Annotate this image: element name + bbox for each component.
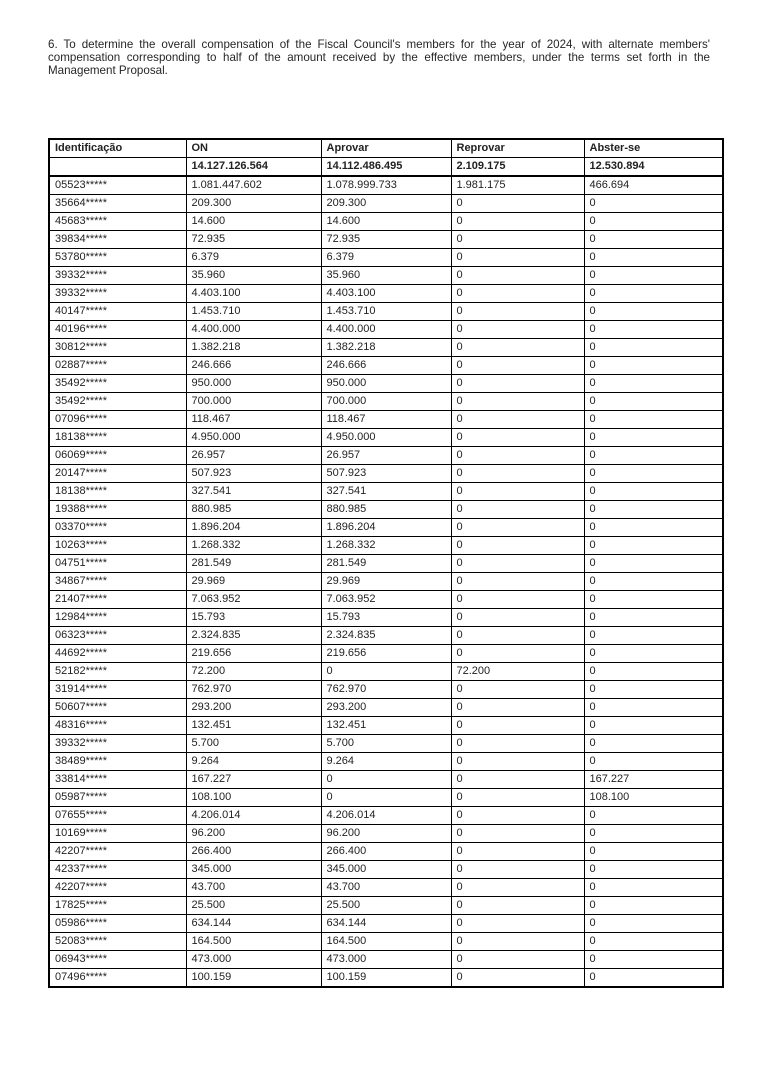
row-id-cell: 30812***** [49,339,186,357]
row-id-cell: 42207***** [49,843,186,861]
table-row [49,627,723,645]
column-header: Identificação [49,139,186,158]
row-value-cell: 72.935 [321,231,451,249]
column-header: ON [186,139,321,158]
row-id-cell: 18138***** [49,483,186,501]
row-value-cell: 0 [584,663,723,681]
row-value-cell: 0 [451,915,584,933]
table-row [49,375,723,393]
row-value-cell: 108.100 [186,789,321,807]
table-row [49,429,723,447]
row-value-cell: 507.923 [321,465,451,483]
table-row [49,681,723,699]
row-value-cell: 0 [451,483,584,501]
row-value-cell: 0 [451,825,584,843]
row-value-cell: 880.985 [186,501,321,519]
row-value-cell: 0 [451,609,584,627]
row-value-cell: 0 [451,933,584,951]
table-row [49,285,723,303]
row-value-cell: 0 [451,573,584,591]
row-value-cell: 132.451 [186,717,321,735]
row-value-cell: 0 [451,213,584,231]
column-header: Reprovar [451,139,584,158]
row-value-cell: 0 [584,249,723,267]
row-value-cell: 0 [451,897,584,915]
row-value-cell: 0 [451,411,584,429]
row-value-cell: 29.969 [186,573,321,591]
row-value-cell: 0 [451,879,584,897]
table-row [49,951,723,969]
row-value-cell: 167.227 [186,771,321,789]
table-row [49,483,723,501]
row-value-cell: 4.403.100 [186,285,321,303]
row-value-cell: 266.400 [186,843,321,861]
row-value-cell: 0 [451,645,584,663]
row-value-cell: 15.793 [186,609,321,627]
table-row [49,231,723,249]
row-value-cell: 5.700 [186,735,321,753]
table-row [49,771,723,789]
row-value-cell: 4.400.000 [321,321,451,339]
row-value-cell: 25.500 [321,897,451,915]
row-id-cell: 50607***** [49,699,186,717]
row-value-cell: 29.969 [321,573,451,591]
row-value-cell: 700.000 [186,393,321,411]
row-id-cell: 38489***** [49,753,186,771]
row-value-cell: 1.981.175 [451,176,584,195]
row-value-cell: 0 [584,537,723,555]
table-row [49,591,723,609]
row-value-cell: 293.200 [186,699,321,717]
row-id-cell: 07655***** [49,807,186,825]
header-row [49,139,723,158]
row-value-cell: 0 [584,879,723,897]
row-value-cell: 0 [584,573,723,591]
row-value-cell: 0 [584,681,723,699]
totals-value-cell: 14.127.126.564 [186,158,321,177]
row-value-cell: 0 [584,357,723,375]
row-id-cell: 18138***** [49,429,186,447]
row-value-cell: 26.957 [321,447,451,465]
row-value-cell: 118.467 [186,411,321,429]
row-value-cell: 700.000 [321,393,451,411]
row-value-cell: 0 [451,789,584,807]
row-value-cell: 209.300 [186,195,321,213]
table-row [49,303,723,321]
row-id-cell: 07096***** [49,411,186,429]
row-value-cell: 4.206.014 [186,807,321,825]
row-value-cell: 762.970 [186,681,321,699]
row-value-cell: 281.549 [321,555,451,573]
row-id-cell: 39332***** [49,735,186,753]
row-id-cell: 35664***** [49,195,186,213]
row-value-cell: 72.935 [186,231,321,249]
row-value-cell: 0 [584,843,723,861]
totals-value-cell: 12.530.894 [584,158,723,177]
row-value-cell: 246.666 [321,357,451,375]
row-value-cell: 293.200 [321,699,451,717]
row-value-cell: 72.200 [186,663,321,681]
row-value-cell: 26.957 [186,447,321,465]
row-value-cell: 327.541 [186,483,321,501]
row-id-cell: 53780***** [49,249,186,267]
row-value-cell: 1.382.218 [321,339,451,357]
row-id-cell: 33814***** [49,771,186,789]
row-value-cell: 0 [584,501,723,519]
row-value-cell: 209.300 [321,195,451,213]
row-value-cell: 0 [451,267,584,285]
row-value-cell: 473.000 [186,951,321,969]
row-value-cell: 9.264 [321,753,451,771]
row-value-cell: 0 [451,375,584,393]
table-row [49,969,723,988]
row-value-cell: 35.960 [186,267,321,285]
row-value-cell: 0 [451,519,584,537]
table-row [49,447,723,465]
row-value-cell: 0 [584,303,723,321]
row-value-cell: 0 [321,771,451,789]
table-row [49,465,723,483]
row-value-cell: 0 [584,825,723,843]
row-value-cell: 246.666 [186,357,321,375]
row-value-cell: 327.541 [321,483,451,501]
row-value-cell: 0 [584,969,723,988]
row-value-cell: 0 [584,735,723,753]
row-value-cell: 0 [584,213,723,231]
row-id-cell: 07496***** [49,969,186,988]
row-value-cell: 0 [451,303,584,321]
row-id-cell: 05987***** [49,789,186,807]
row-value-cell: 72.200 [451,663,584,681]
row-value-cell: 0 [451,735,584,753]
row-value-cell: 164.500 [186,933,321,951]
row-value-cell: 0 [451,195,584,213]
row-value-cell: 0 [451,627,584,645]
row-id-cell: 48316***** [49,717,186,735]
table-row [49,879,723,897]
row-value-cell: 132.451 [321,717,451,735]
row-value-cell: 5.700 [321,735,451,753]
row-value-cell: 0 [584,951,723,969]
table-row [49,195,723,213]
row-value-cell: 950.000 [186,375,321,393]
row-value-cell: 164.500 [321,933,451,951]
row-id-cell: 20147***** [49,465,186,483]
row-id-cell: 52083***** [49,933,186,951]
row-id-cell: 02887***** [49,357,186,375]
table-row [49,699,723,717]
row-value-cell: 0 [451,393,584,411]
table-row [49,861,723,879]
table-row [49,357,723,375]
row-value-cell: 1.268.332 [321,537,451,555]
row-id-cell: 17825***** [49,897,186,915]
row-value-cell: 0 [584,267,723,285]
row-value-cell: 0 [584,231,723,249]
row-value-cell: 7.063.952 [321,591,451,609]
row-value-cell: 4.950.000 [186,429,321,447]
row-value-cell: 266.400 [321,843,451,861]
row-value-cell: 0 [451,501,584,519]
row-value-cell: 0 [584,411,723,429]
totals-value-cell: 14.112.486.495 [321,158,451,177]
row-value-cell: 4.400.000 [186,321,321,339]
row-value-cell: 96.200 [321,825,451,843]
row-value-cell: 507.923 [186,465,321,483]
row-id-cell: 40196***** [49,321,186,339]
table-row [49,501,723,519]
table-row [49,807,723,825]
table-row [49,537,723,555]
row-id-cell: 21407***** [49,591,186,609]
row-value-cell: 0 [584,915,723,933]
table-row [49,411,723,429]
row-value-cell: 0 [584,699,723,717]
row-id-cell: 31914***** [49,681,186,699]
row-value-cell: 0 [584,933,723,951]
row-value-cell: 0 [584,321,723,339]
table-body [49,176,723,987]
row-id-cell: 39834***** [49,231,186,249]
row-value-cell: 1.078.999.733 [321,176,451,195]
row-value-cell: 0 [584,717,723,735]
row-id-cell: 12984***** [49,609,186,627]
row-value-cell: 2.324.835 [321,627,451,645]
row-value-cell: 4.950.000 [321,429,451,447]
row-id-cell: 06069***** [49,447,186,465]
row-value-cell: 0 [584,429,723,447]
row-value-cell: 14.600 [321,213,451,231]
row-id-cell: 35492***** [49,393,186,411]
row-value-cell: 0 [584,285,723,303]
row-value-cell: 345.000 [186,861,321,879]
row-value-cell: 1.382.218 [186,339,321,357]
row-value-cell: 0 [451,753,584,771]
voting-results-table [48,138,724,988]
row-value-cell: 1.081.447.602 [186,176,321,195]
row-value-cell: 0 [451,951,584,969]
intro-paragraph: 6. To determine the overall compensation of the Fiscal Council's members for the year of 2024, with alternate members' compensation corresponding to half of the amount received by the effective members, under the terms set forth in the Management Proposal. [48,38,710,77]
row-value-cell: 15.793 [321,609,451,627]
row-id-cell: 10169***** [49,825,186,843]
table-row [49,915,723,933]
row-value-cell: 0 [451,555,584,573]
row-value-cell: 0 [584,555,723,573]
row-id-cell: 39332***** [49,267,186,285]
row-id-cell: 06943***** [49,951,186,969]
table-row [49,176,723,195]
totals-value-cell: 2.109.175 [451,158,584,177]
row-id-cell: 10263***** [49,537,186,555]
row-value-cell: 100.159 [186,969,321,988]
row-value-cell: 0 [451,969,584,988]
row-value-cell: 4.403.100 [321,285,451,303]
table-row [49,267,723,285]
row-value-cell: 0 [451,339,584,357]
row-value-cell: 96.200 [186,825,321,843]
row-value-cell: 0 [584,609,723,627]
row-id-cell: 05986***** [49,915,186,933]
row-value-cell: 0 [584,195,723,213]
row-value-cell: 0 [451,429,584,447]
row-id-cell: 19388***** [49,501,186,519]
column-header: Abster-se [584,139,723,158]
row-id-cell: 03370***** [49,519,186,537]
row-value-cell: 0 [584,447,723,465]
row-value-cell: 0 [451,807,584,825]
row-value-cell: 0 [451,357,584,375]
table-row [49,843,723,861]
row-id-cell: 34867***** [49,573,186,591]
table-row [49,735,723,753]
row-value-cell: 14.600 [186,213,321,231]
row-value-cell: 219.656 [186,645,321,663]
row-value-cell: 0 [584,465,723,483]
table-row [49,555,723,573]
row-value-cell: 7.063.952 [186,591,321,609]
row-id-cell: 35492***** [49,375,186,393]
row-value-cell: 0 [584,897,723,915]
row-value-cell: 0 [451,843,584,861]
table-row [49,321,723,339]
row-value-cell: 0 [584,375,723,393]
row-value-cell: 0 [584,483,723,501]
row-value-cell: 1.268.332 [186,537,321,555]
row-value-cell: 634.144 [186,915,321,933]
row-value-cell: 1.896.204 [186,519,321,537]
row-value-cell: 281.549 [186,555,321,573]
row-id-cell: 05523***** [49,176,186,195]
row-value-cell: 950.000 [321,375,451,393]
row-id-cell: 42337***** [49,861,186,879]
row-value-cell: 0 [321,789,451,807]
row-value-cell: 0 [321,663,451,681]
row-value-cell: 35.960 [321,267,451,285]
row-id-cell: 04751***** [49,555,186,573]
table-row [49,933,723,951]
row-value-cell: 0 [584,753,723,771]
row-value-cell: 0 [584,645,723,663]
row-value-cell: 25.500 [186,897,321,915]
row-value-cell: 4.206.014 [321,807,451,825]
row-value-cell: 100.159 [321,969,451,988]
totals-id-cell [49,158,186,177]
table-row [49,753,723,771]
row-value-cell: 0 [451,717,584,735]
totals-row [49,158,723,177]
table-row [49,645,723,663]
row-id-cell: 06323***** [49,627,186,645]
table-row [49,249,723,267]
table-row [49,573,723,591]
row-value-cell: 466.694 [584,176,723,195]
row-value-cell: 0 [451,699,584,717]
table-row [49,717,723,735]
row-value-cell: 345.000 [321,861,451,879]
column-header: Aprovar [321,139,451,158]
table-row [49,393,723,411]
row-value-cell: 0 [584,807,723,825]
table-row [49,897,723,915]
table-row [49,339,723,357]
row-value-cell: 167.227 [584,771,723,789]
row-id-cell: 52182***** [49,663,186,681]
row-value-cell: 762.970 [321,681,451,699]
row-value-cell: 108.100 [584,789,723,807]
table-row [49,663,723,681]
table-row [49,609,723,627]
table-row [49,519,723,537]
row-value-cell: 0 [451,861,584,879]
row-id-cell: 42207***** [49,879,186,897]
row-value-cell: 6.379 [321,249,451,267]
row-value-cell: 0 [451,447,584,465]
row-value-cell: 43.700 [186,879,321,897]
row-id-cell: 44692***** [49,645,186,663]
table-row [49,213,723,231]
row-value-cell: 0 [451,681,584,699]
row-value-cell: 0 [451,285,584,303]
row-value-cell: 43.700 [321,879,451,897]
table-row [49,789,723,807]
row-value-cell: 0 [584,393,723,411]
row-value-cell: 118.467 [321,411,451,429]
row-value-cell: 0 [584,591,723,609]
row-value-cell: 880.985 [321,501,451,519]
row-value-cell: 0 [451,249,584,267]
row-value-cell: 0 [451,591,584,609]
row-id-cell: 39332***** [49,285,186,303]
row-value-cell: 1.453.710 [321,303,451,321]
row-value-cell: 0 [584,627,723,645]
row-value-cell: 634.144 [321,915,451,933]
row-value-cell: 0 [451,537,584,555]
row-value-cell: 1.453.710 [186,303,321,321]
row-value-cell: 0 [584,339,723,357]
row-value-cell: 0 [451,321,584,339]
row-value-cell: 2.324.835 [186,627,321,645]
row-id-cell: 40147***** [49,303,186,321]
row-value-cell: 0 [451,771,584,789]
row-value-cell: 1.896.204 [321,519,451,537]
row-value-cell: 9.264 [186,753,321,771]
table-row [49,825,723,843]
row-value-cell: 0 [451,231,584,249]
row-value-cell: 0 [584,861,723,879]
row-value-cell: 0 [451,465,584,483]
row-value-cell: 0 [584,519,723,537]
row-value-cell: 219.656 [321,645,451,663]
row-id-cell: 45683***** [49,213,186,231]
row-value-cell: 6.379 [186,249,321,267]
row-value-cell: 473.000 [321,951,451,969]
